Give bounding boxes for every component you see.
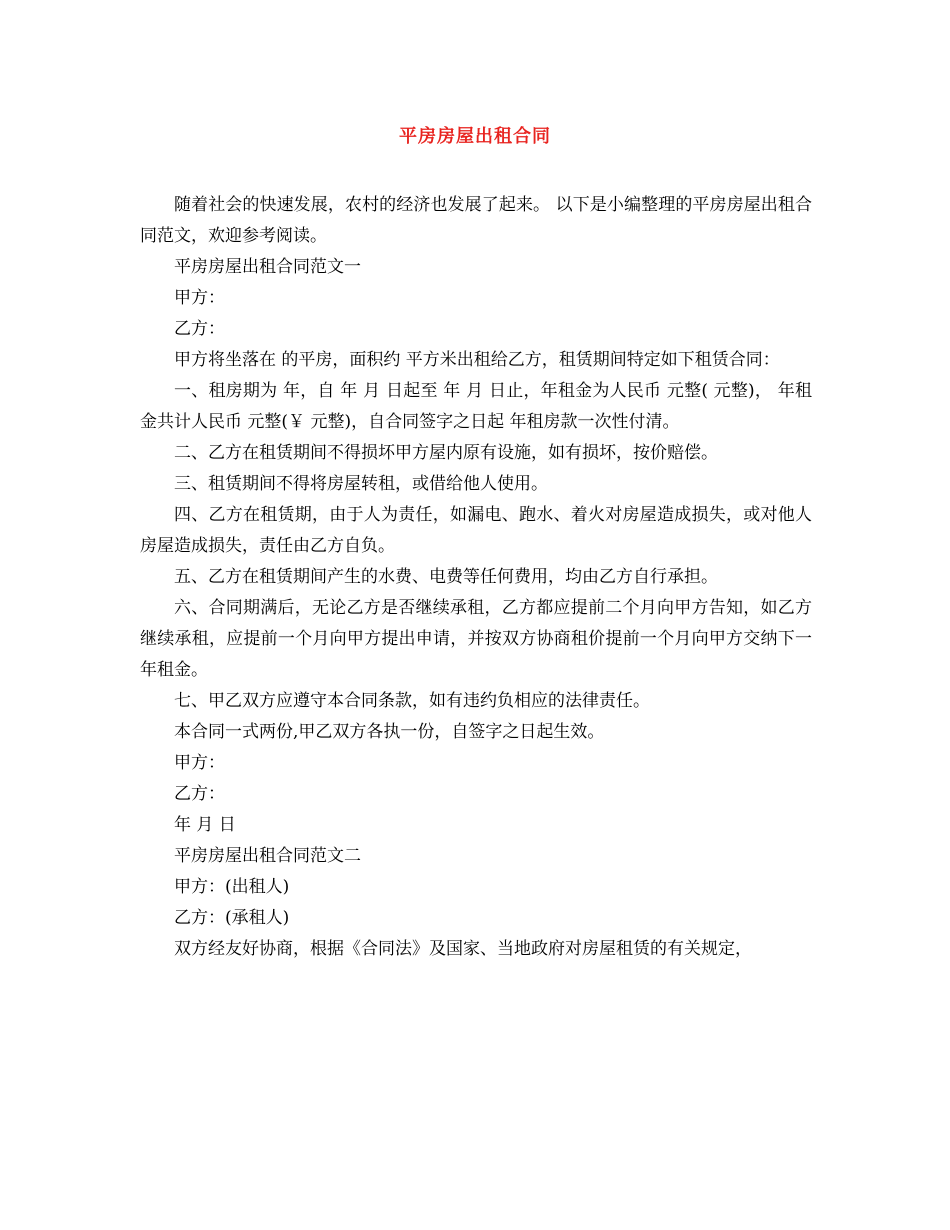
paragraph-party-b: 乙方： (174, 319, 225, 339)
paragraph-clause-6: 六、合同期满后，无论乙方是否继续承租，乙方都应提前二个月向甲方告知，如乙方继续承租，应提前一个月向甲方提出申请，并按双方协商租价提前一个月向甲方交纳下一年租金。 (140, 598, 812, 680)
paragraph-lessor: 甲方：(出租人) (174, 877, 290, 897)
paragraph-sample-one-heading: 平房房屋出租合同范文一 (174, 257, 361, 277)
paragraph-clause-3: 三、租赁期间不得将房屋转租，或借给他人使用。 (174, 474, 548, 494)
paragraph-clause-2: 二、乙方在租赁期间不得损坏甲方屋内原有设施，如有损坏，按价赔偿。 (174, 443, 718, 463)
paragraph-sign-party-b: 乙方： (174, 784, 225, 804)
document-body (140, 190, 812, 965)
paragraph-copies: 本合同一式两份,甲乙双方各执一份，自签字之日起生效。 (174, 722, 605, 742)
paragraph-lessee: 乙方：(承租人) (174, 908, 290, 928)
paragraph-intro: 随着社会的快速发展，农村的经济也发展了起来。 以下是小编整理的平房房屋出租合同范文，欢迎参考阅读。 (140, 195, 812, 246)
paragraph-agreement-intro: 双方经友好协商，根据《合同法》及国家、当地政府对房屋租赁的有关规定， (174, 939, 752, 959)
paragraph-property: 甲方将坐落在 的平房，面积约 平方米出租给乙方，租赁期间特定如下租赁合同： (174, 350, 780, 370)
paragraph-date: 年 月 日 (174, 815, 236, 835)
paragraph-sign-party-a: 甲方： (174, 753, 225, 773)
paragraph-clause-7: 七、甲乙双方应遵守本合同条款，如有违约负相应的法律责任。 (174, 691, 650, 711)
paragraph-clause-4: 四、乙方在租赁期，由于人为责任，如漏电、跑水、着火对房屋造成损失，或对他人房屋造成损失，责任由乙方自负。 (140, 505, 812, 556)
paragraph-party-a: 甲方： (174, 288, 225, 308)
paragraph-clause-1: 一、租房期为 年，自 年 月 日起至 年 月 日止，年租金为人民币 元整( 元整)， 年租金共计人民币 元整(￥ 元整)，自合同签字之日起 年租房款一次性付清。 (140, 381, 812, 432)
paragraph-clause-5: 五、乙方在租赁期间产生的水费、电费等任何费用，均由乙方自行承担。 (174, 567, 718, 587)
document-title: 平房房屋出租合同 (399, 126, 551, 147)
paragraph-sample-two-heading: 平房房屋出租合同范文二 (174, 846, 361, 866)
